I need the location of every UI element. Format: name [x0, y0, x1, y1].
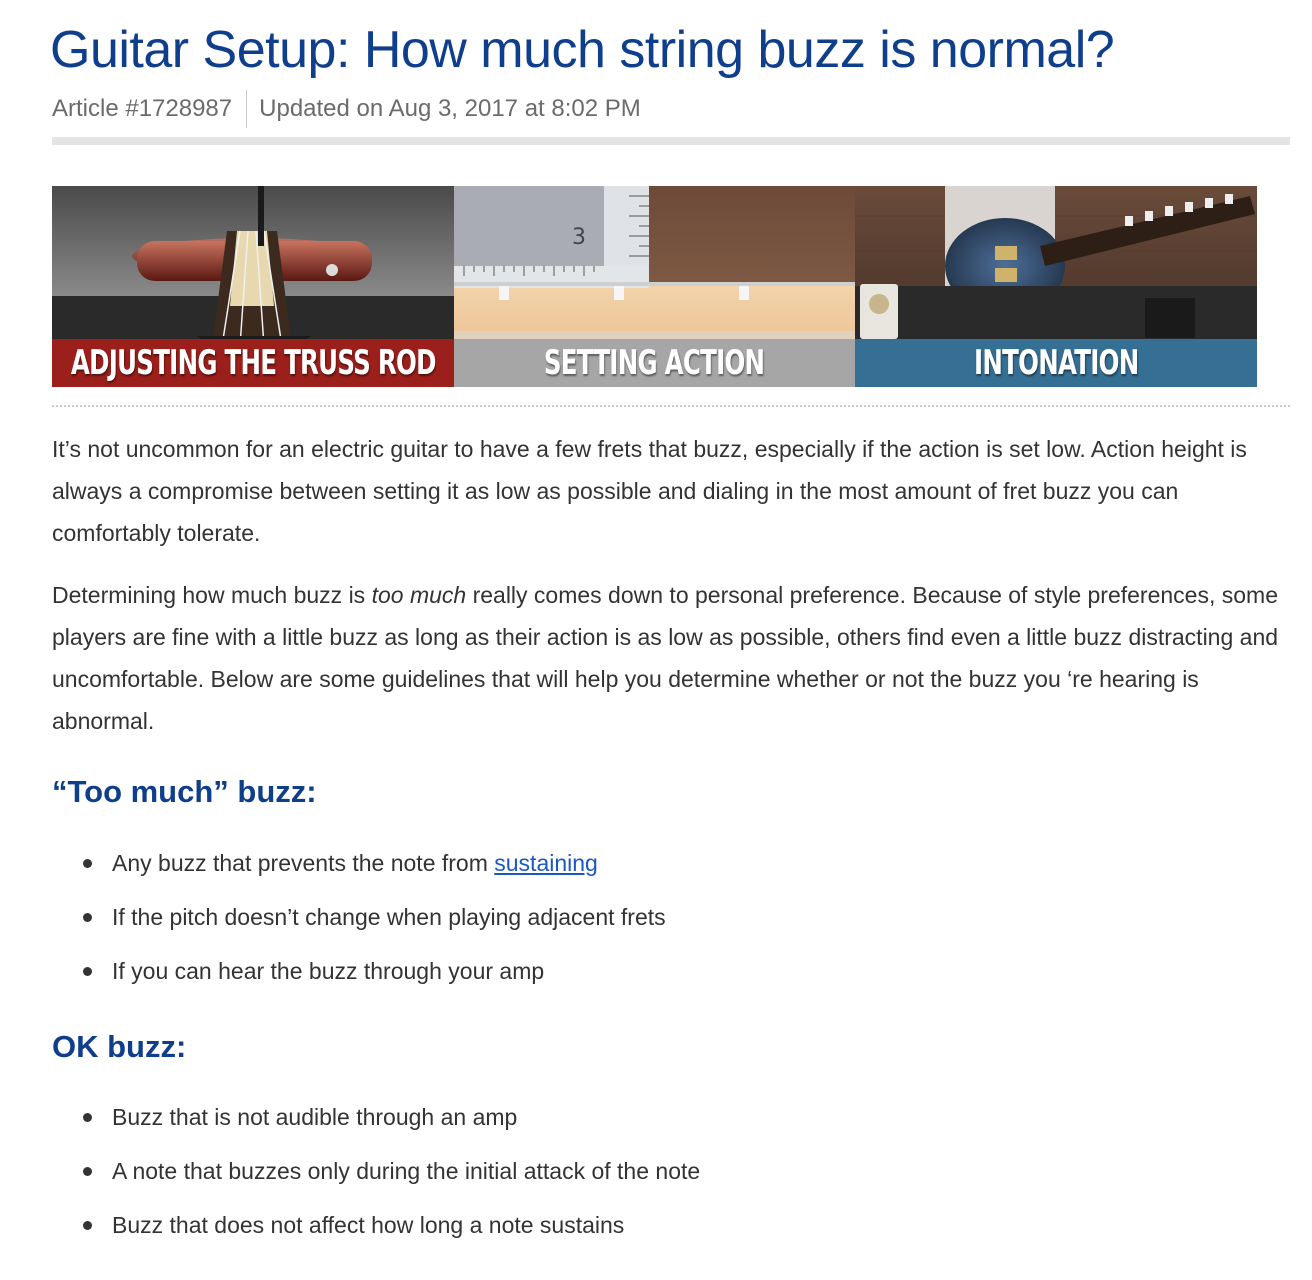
- banner-label-truss-rod: ADJUSTING THE TRUSS ROD: [52, 339, 454, 387]
- list-item: [52, 1144, 700, 1198]
- preference-paragraph: [52, 574, 1290, 742]
- too-much-buzz-list: [52, 836, 666, 998]
- banner-label-intonation: INTONATION: [855, 339, 1257, 387]
- list-item: [52, 890, 666, 944]
- ruler-big-mark: 3: [572, 225, 586, 250]
- title-divider: [52, 137, 1290, 145]
- banner-divider: [52, 405, 1290, 407]
- list-item-text: If you can hear the buzz through your amp: [112, 958, 545, 984]
- list-item: [52, 836, 666, 890]
- updated-date: Updated on Aug 3, 2017 at 8:02 PM: [259, 95, 641, 122]
- too-much-buzz-heading: “Too much” buzz:: [52, 774, 317, 809]
- bullet-icon: [83, 913, 92, 922]
- banner-panel-intonation: [855, 186, 1257, 387]
- setup-banner: [52, 186, 1257, 387]
- too-much-emphasis: too much: [371, 582, 467, 608]
- bullet-icon: [83, 1221, 92, 1230]
- article-meta: [52, 90, 641, 128]
- banner-panel-setting-action: [454, 186, 855, 387]
- banner-panel-truss-rod: [52, 186, 454, 387]
- list-item: [52, 1198, 700, 1252]
- bullet-icon: [83, 859, 92, 868]
- banner-label-setting-action: SETTING ACTION: [454, 339, 855, 387]
- bullet-icon: [83, 967, 92, 976]
- list-item-text: Buzz that is not audible through an amp: [112, 1104, 518, 1130]
- list-item: [52, 1090, 700, 1144]
- ok-buzz-heading: OK buzz:: [52, 1029, 187, 1064]
- meta-divider: [246, 90, 247, 128]
- bullet-icon: [83, 1167, 92, 1176]
- preference-text-start: Determining how much buzz is: [52, 582, 372, 608]
- ok-buzz-list: [52, 1090, 700, 1252]
- list-item: [52, 944, 666, 998]
- article-title: Guitar Setup: How much string buzz is normal?: [50, 21, 1115, 79]
- sustaining-link[interactable]: sustaining: [494, 850, 598, 876]
- article-number: Article #1728987: [52, 95, 233, 122]
- list-item-text: Buzz that does not affect how long a note sustains: [112, 1212, 625, 1238]
- list-item-text: Any buzz that prevents the note from: [112, 850, 495, 876]
- preference-text-end: really comes down to personal preference. Because of style preferences, some players are fine with a little buzz as long as their action is as low as possible, others find even a little buzz distracting and uncomfortable. Below are some guidelines that will help you determine whether or not the buzz you ‘re hearing is abnormal.: [52, 582, 1279, 734]
- list-item-text: If the pitch doesn’t change when playing adjacent frets: [112, 904, 666, 930]
- bullet-icon: [83, 1113, 92, 1122]
- intro-paragraph: It’s not uncommon for an electric guitar to have a few frets that buzz, especially if the action is set low. Action height is always a compromise between setting it as low as possible and dialing in the most amount of fret buzz you can comfortably tolerate.: [52, 436, 1247, 546]
- list-item-text: A note that buzzes only during the initial attack of the note: [112, 1158, 701, 1184]
